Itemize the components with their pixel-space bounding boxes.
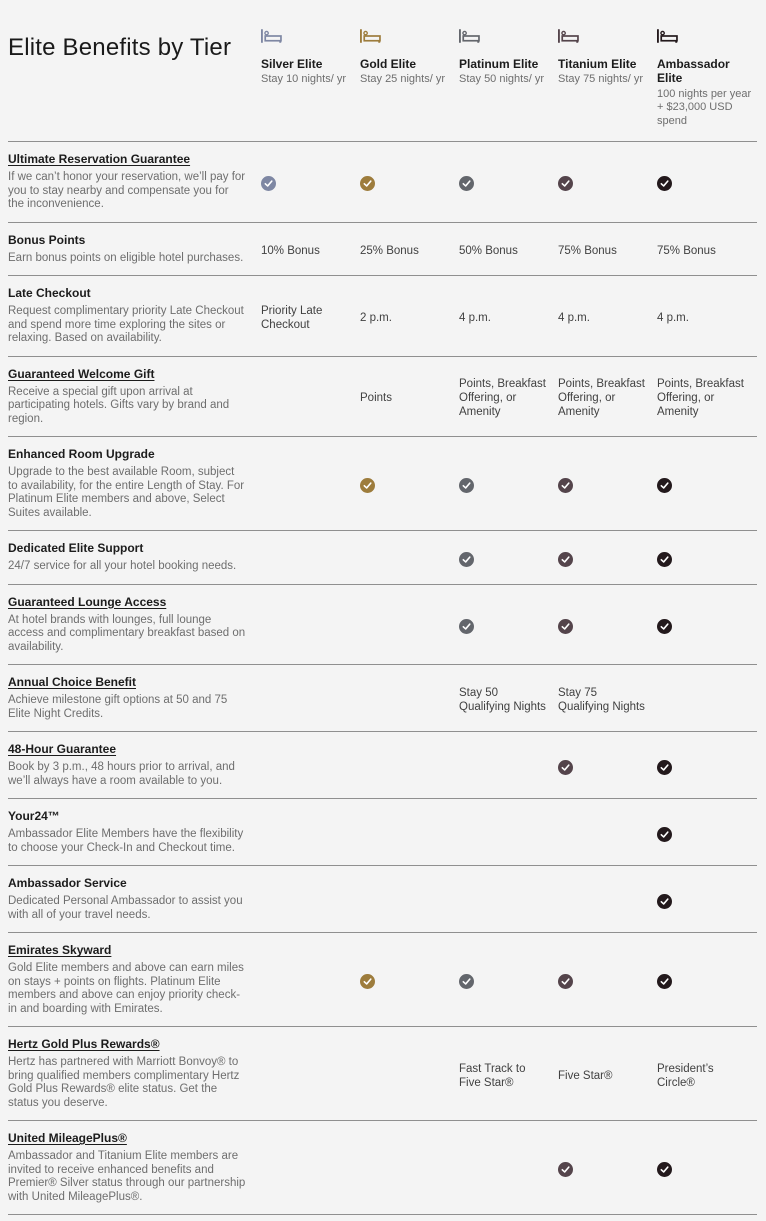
benefit-description: At hotel brands with lounges, full lounge access and complimentary breakfast based on availability.	[8, 613, 246, 653]
benefit-cell-empty	[558, 874, 657, 928]
benefit-info	[8, 539, 261, 580]
benefit-cell-empty	[261, 807, 360, 861]
check-icon	[459, 619, 474, 634]
benefit-cell-empty	[459, 874, 558, 928]
benefit-cell-empty	[360, 673, 459, 727]
benefit-cell-check	[261, 150, 360, 218]
benefit-cell-value: Stay 50 Qualifying Nights	[459, 687, 546, 713]
benefit-cell-empty	[360, 740, 459, 794]
check-icon	[459, 478, 474, 493]
benefit-cell-empty	[261, 445, 360, 526]
benefit-row	[8, 664, 757, 731]
benefit-info	[8, 445, 261, 526]
check-icon	[657, 1162, 672, 1177]
benefit-cell-empty	[360, 539, 459, 580]
benefit-cell-check	[558, 1129, 657, 1210]
benefit-cell-text	[360, 231, 459, 272]
benefit-cell-text	[558, 284, 657, 352]
benefit-cell-empty	[558, 807, 657, 861]
benefit-cell-value: 4 p.m.	[558, 311, 590, 324]
benefit-info	[8, 1129, 261, 1210]
check-icon	[657, 974, 672, 989]
benefit-title[interactable]: Annual Choice Benefit	[8, 675, 137, 689]
benefit-cell-check	[657, 874, 756, 928]
benefit-cell-check	[657, 539, 756, 580]
tier-name: Ambassador Elite	[657, 57, 730, 86]
benefit-row	[8, 275, 757, 356]
check-icon	[558, 760, 573, 775]
benefit-title[interactable]: Emirates Skyward	[8, 943, 112, 957]
benefit-title[interactable]: Ultimate Reservation Guarantee	[8, 152, 191, 166]
benefit-title: Bonus Points	[8, 232, 86, 247]
bed-icon	[360, 28, 455, 44]
check-icon	[657, 478, 672, 493]
benefit-row	[8, 1120, 757, 1215]
benefit-cell-check	[459, 593, 558, 661]
benefit-row	[8, 584, 757, 665]
benefit-title: Enhanced Room Upgrade	[8, 447, 155, 461]
benefit-info	[8, 874, 261, 928]
benefit-row	[8, 798, 757, 865]
benefit-row	[8, 932, 757, 1026]
benefit-cell-value: Five Star®	[558, 1069, 613, 1082]
benefit-cell-value: 2 p.m.	[360, 311, 392, 324]
benefit-info	[8, 1035, 261, 1116]
benefit-title: Late Checkout	[8, 286, 91, 300]
benefit-cell-empty	[261, 539, 360, 580]
benefit-cell-text	[459, 1035, 558, 1116]
check-icon	[558, 974, 573, 989]
check-icon	[459, 974, 474, 989]
benefit-cell-text	[459, 673, 558, 727]
benefit-cell-check	[657, 941, 756, 1022]
check-icon	[657, 827, 672, 842]
benefit-row	[8, 731, 757, 798]
benefit-description: 24/7 service for all your hotel booking needs.	[8, 560, 237, 572]
benefit-cell-text	[657, 1035, 756, 1116]
bed-icon	[558, 28, 653, 44]
benefit-title[interactable]: United MileagePlus®	[8, 1131, 127, 1145]
check-icon	[459, 176, 474, 191]
benefit-cell-value: Points, Breakfast Offering, or Amenity	[558, 378, 645, 419]
benefit-cell-text	[657, 231, 756, 272]
benefit-description: Receive a special gift upon arrival at participating hotels. Gifts vary by brand and region.	[8, 385, 230, 425]
tier-requirement: Stay 25 nights/ yr	[360, 73, 445, 86]
benefit-description: Hertz has partnered with Marriott Bonvoy® to bring qualified members complimentary Hertz Gold Plus Rewards® elite status. Get the status you deserve.	[8, 1056, 240, 1109]
benefit-cell-empty	[261, 1035, 360, 1116]
check-icon	[657, 619, 672, 634]
check-icon	[459, 552, 474, 567]
check-icon	[657, 552, 672, 567]
tier-column-header-silver	[261, 26, 360, 128]
bed-icon	[261, 28, 356, 44]
benefit-cell-value: 4 p.m.	[459, 311, 491, 324]
benefit-cell-check	[657, 740, 756, 794]
benefit-cell-check	[360, 445, 459, 526]
benefit-row	[8, 865, 757, 932]
benefit-cell-empty	[261, 593, 360, 661]
benefit-cell-empty	[459, 740, 558, 794]
tier-requirement: Stay 75 nights/ yr	[558, 73, 643, 86]
benefit-cell-check	[459, 941, 558, 1022]
benefit-cell-check	[360, 150, 459, 218]
tier-column-header-gold	[360, 26, 459, 128]
benefit-cell-empty	[261, 1129, 360, 1210]
benefit-description: Upgrade to the best available Room, subject to availability, for the entire Length of Stay. For Platinum Elite members and above, Select Suites available.	[8, 466, 245, 519]
bed-icon	[657, 28, 752, 44]
tier-column-header-ambassador	[657, 26, 756, 128]
benefit-row	[8, 222, 757, 276]
check-icon	[657, 176, 672, 191]
benefit-cell-check	[558, 941, 657, 1022]
benefit-cell-value: Fast Track to Five Star®	[459, 1062, 526, 1089]
benefit-cell-value: Points, Breakfast Offering, or Amenity	[459, 378, 546, 419]
benefit-cell-empty	[360, 593, 459, 661]
benefit-cell-check	[657, 445, 756, 526]
tier-name: Titanium Elite	[558, 57, 637, 71]
benefit-info	[8, 150, 261, 218]
benefit-cell-check	[558, 150, 657, 218]
benefit-cell-check	[459, 445, 558, 526]
tier-name: Platinum Elite	[459, 57, 539, 71]
benefit-cell-text	[459, 284, 558, 352]
benefit-cell-empty	[261, 740, 360, 794]
benefit-description: Achieve milestone gift options at 50 and 75 Elite Night Credits.	[8, 694, 228, 720]
benefit-info	[8, 231, 261, 272]
check-icon	[558, 552, 573, 567]
benefit-cell-empty	[261, 941, 360, 1022]
benefit-title: Ambassador Service	[8, 876, 127, 890]
benefit-cell-empty	[360, 1035, 459, 1116]
benefit-description: Earn bonus points on eligible hotel purchases.	[8, 251, 244, 264]
benefit-cell-empty	[459, 807, 558, 861]
benefit-cell-value: Points	[360, 392, 392, 405]
benefit-description: Gold Elite members and above can earn miles on stays + points on flights. Platinum Elite members and above can enjoy priority check-in and boarding with Emirates.	[8, 962, 244, 1015]
page-title: Elite Benefits by Tier	[8, 34, 232, 61]
benefit-cell-text	[657, 365, 756, 433]
benefit-cell-value: 10% Bonus	[261, 244, 320, 257]
benefit-description: Ambassador Elite Members have the flexibility to choose your Check-In and Checkout time.	[8, 828, 244, 854]
tier-column-header-titanium	[558, 26, 657, 128]
benefit-cell-check	[459, 539, 558, 580]
benefit-cell-empty	[360, 1129, 459, 1210]
check-icon	[657, 894, 672, 909]
benefit-cell-value: President’s Circle®	[657, 1062, 714, 1089]
benefit-cell-check	[657, 150, 756, 218]
check-icon	[558, 1162, 573, 1177]
check-icon	[558, 478, 573, 493]
benefit-cell-text	[459, 365, 558, 433]
benefit-title[interactable]: Guaranteed Lounge Access	[8, 594, 167, 609]
benefit-title: Your24™	[8, 809, 60, 823]
benefit-cell-value: Priority Late Checkout	[261, 304, 323, 331]
benefit-description: Book by 3 p.m., 48 hours prior to arrival, and we’ll always have a room available to you.	[8, 761, 235, 787]
benefit-cell-empty	[360, 874, 459, 928]
benefit-cell-value: 50% Bonus	[459, 244, 518, 257]
benefit-cell-empty	[261, 874, 360, 928]
benefit-cell-empty	[360, 807, 459, 861]
benefit-row	[8, 141, 757, 222]
benefit-info	[8, 807, 261, 861]
benefit-title[interactable]: Guaranteed Welcome Gift	[8, 366, 155, 381]
benefit-cell-text	[459, 231, 558, 272]
benefit-cell-text	[360, 284, 459, 352]
benefit-description: Dedicated Personal Ambassador to assist you with all of your travel needs.	[8, 895, 243, 921]
benefit-cell-check	[558, 593, 657, 661]
benefit-info	[8, 941, 261, 1022]
benefit-title[interactable]: Hertz Gold Plus Rewards®	[8, 1037, 160, 1051]
tier-requirement: Stay 10 nights/ yr	[261, 73, 346, 86]
benefit-info	[8, 740, 261, 794]
benefit-cell-value: Points, Breakfast Offering, or Amenity	[657, 378, 744, 419]
check-icon	[558, 619, 573, 634]
benefit-cell-empty	[459, 1129, 558, 1210]
benefit-cell-check	[558, 445, 657, 526]
benefit-cell-check	[657, 593, 756, 661]
check-icon	[360, 974, 375, 989]
benefit-cell-check	[360, 941, 459, 1022]
benefit-info	[8, 284, 261, 352]
benefit-cell-check	[657, 807, 756, 861]
benefit-description: Ambassador and Titanium Elite members are invited to receive enhanced benefits and Premier® Silver status through our partnership with United MileagePlus®.	[8, 1150, 246, 1203]
benefit-info	[8, 593, 261, 661]
benefit-info	[8, 365, 261, 433]
benefit-cell-text	[261, 284, 360, 352]
benefit-title: Dedicated Elite Support	[8, 541, 144, 555]
benefit-cell-check	[558, 539, 657, 580]
benefit-cell-text	[657, 284, 756, 352]
check-icon	[261, 176, 276, 191]
check-icon	[360, 478, 375, 493]
benefit-row	[8, 436, 757, 530]
benefit-cell-text	[261, 231, 360, 272]
benefit-cell-value: 75% Bonus	[558, 244, 617, 257]
check-icon	[558, 176, 573, 191]
tier-name: Gold Elite	[360, 57, 417, 71]
benefit-row	[8, 356, 757, 437]
bed-icon	[459, 28, 554, 44]
benefit-description: If we can’t honor your reservation, we’ll pay for you to stay nearby and compensate you for the inconvenience.	[8, 171, 246, 210]
benefit-description: Request complimentary priority Late Checkout and spend more time exploring the sites or relaxing. Based on availability.	[8, 305, 244, 344]
tier-requirement: 100 nights per year + $23,000 USD spend	[657, 87, 752, 127]
tier-name: Silver Elite	[261, 57, 323, 71]
table-header-row	[8, 0, 757, 141]
benefit-cell-check	[459, 150, 558, 218]
benefit-cell-empty	[261, 365, 360, 433]
benefit-cell-check	[558, 740, 657, 794]
benefit-cell-value: 25% Bonus	[360, 244, 419, 257]
benefit-cell-empty	[657, 673, 756, 727]
benefit-cell-value: 75% Bonus	[657, 244, 716, 257]
benefit-info	[8, 673, 261, 727]
page-title-cell	[8, 26, 261, 128]
benefit-cell-text	[360, 365, 459, 433]
benefit-cell-text	[558, 1035, 657, 1116]
check-icon	[360, 176, 375, 191]
benefit-cell-check	[657, 1129, 756, 1210]
check-icon	[657, 760, 672, 775]
benefit-cell-text	[558, 673, 657, 727]
benefit-cell-empty	[261, 673, 360, 727]
tier-requirement: Stay 50 nights/ yr	[459, 73, 544, 86]
benefits-table	[8, 141, 757, 1215]
tier-column-header-platinum	[459, 26, 558, 128]
benefit-row	[8, 1026, 757, 1120]
benefit-title[interactable]: 48-Hour Guarantee	[8, 742, 117, 756]
benefit-cell-value: Stay 75 Qualifying Nights	[558, 687, 645, 713]
benefit-row	[8, 530, 757, 584]
benefit-cell-text	[558, 365, 657, 433]
benefit-cell-text	[558, 231, 657, 272]
benefit-cell-value: 4 p.m.	[657, 311, 689, 324]
